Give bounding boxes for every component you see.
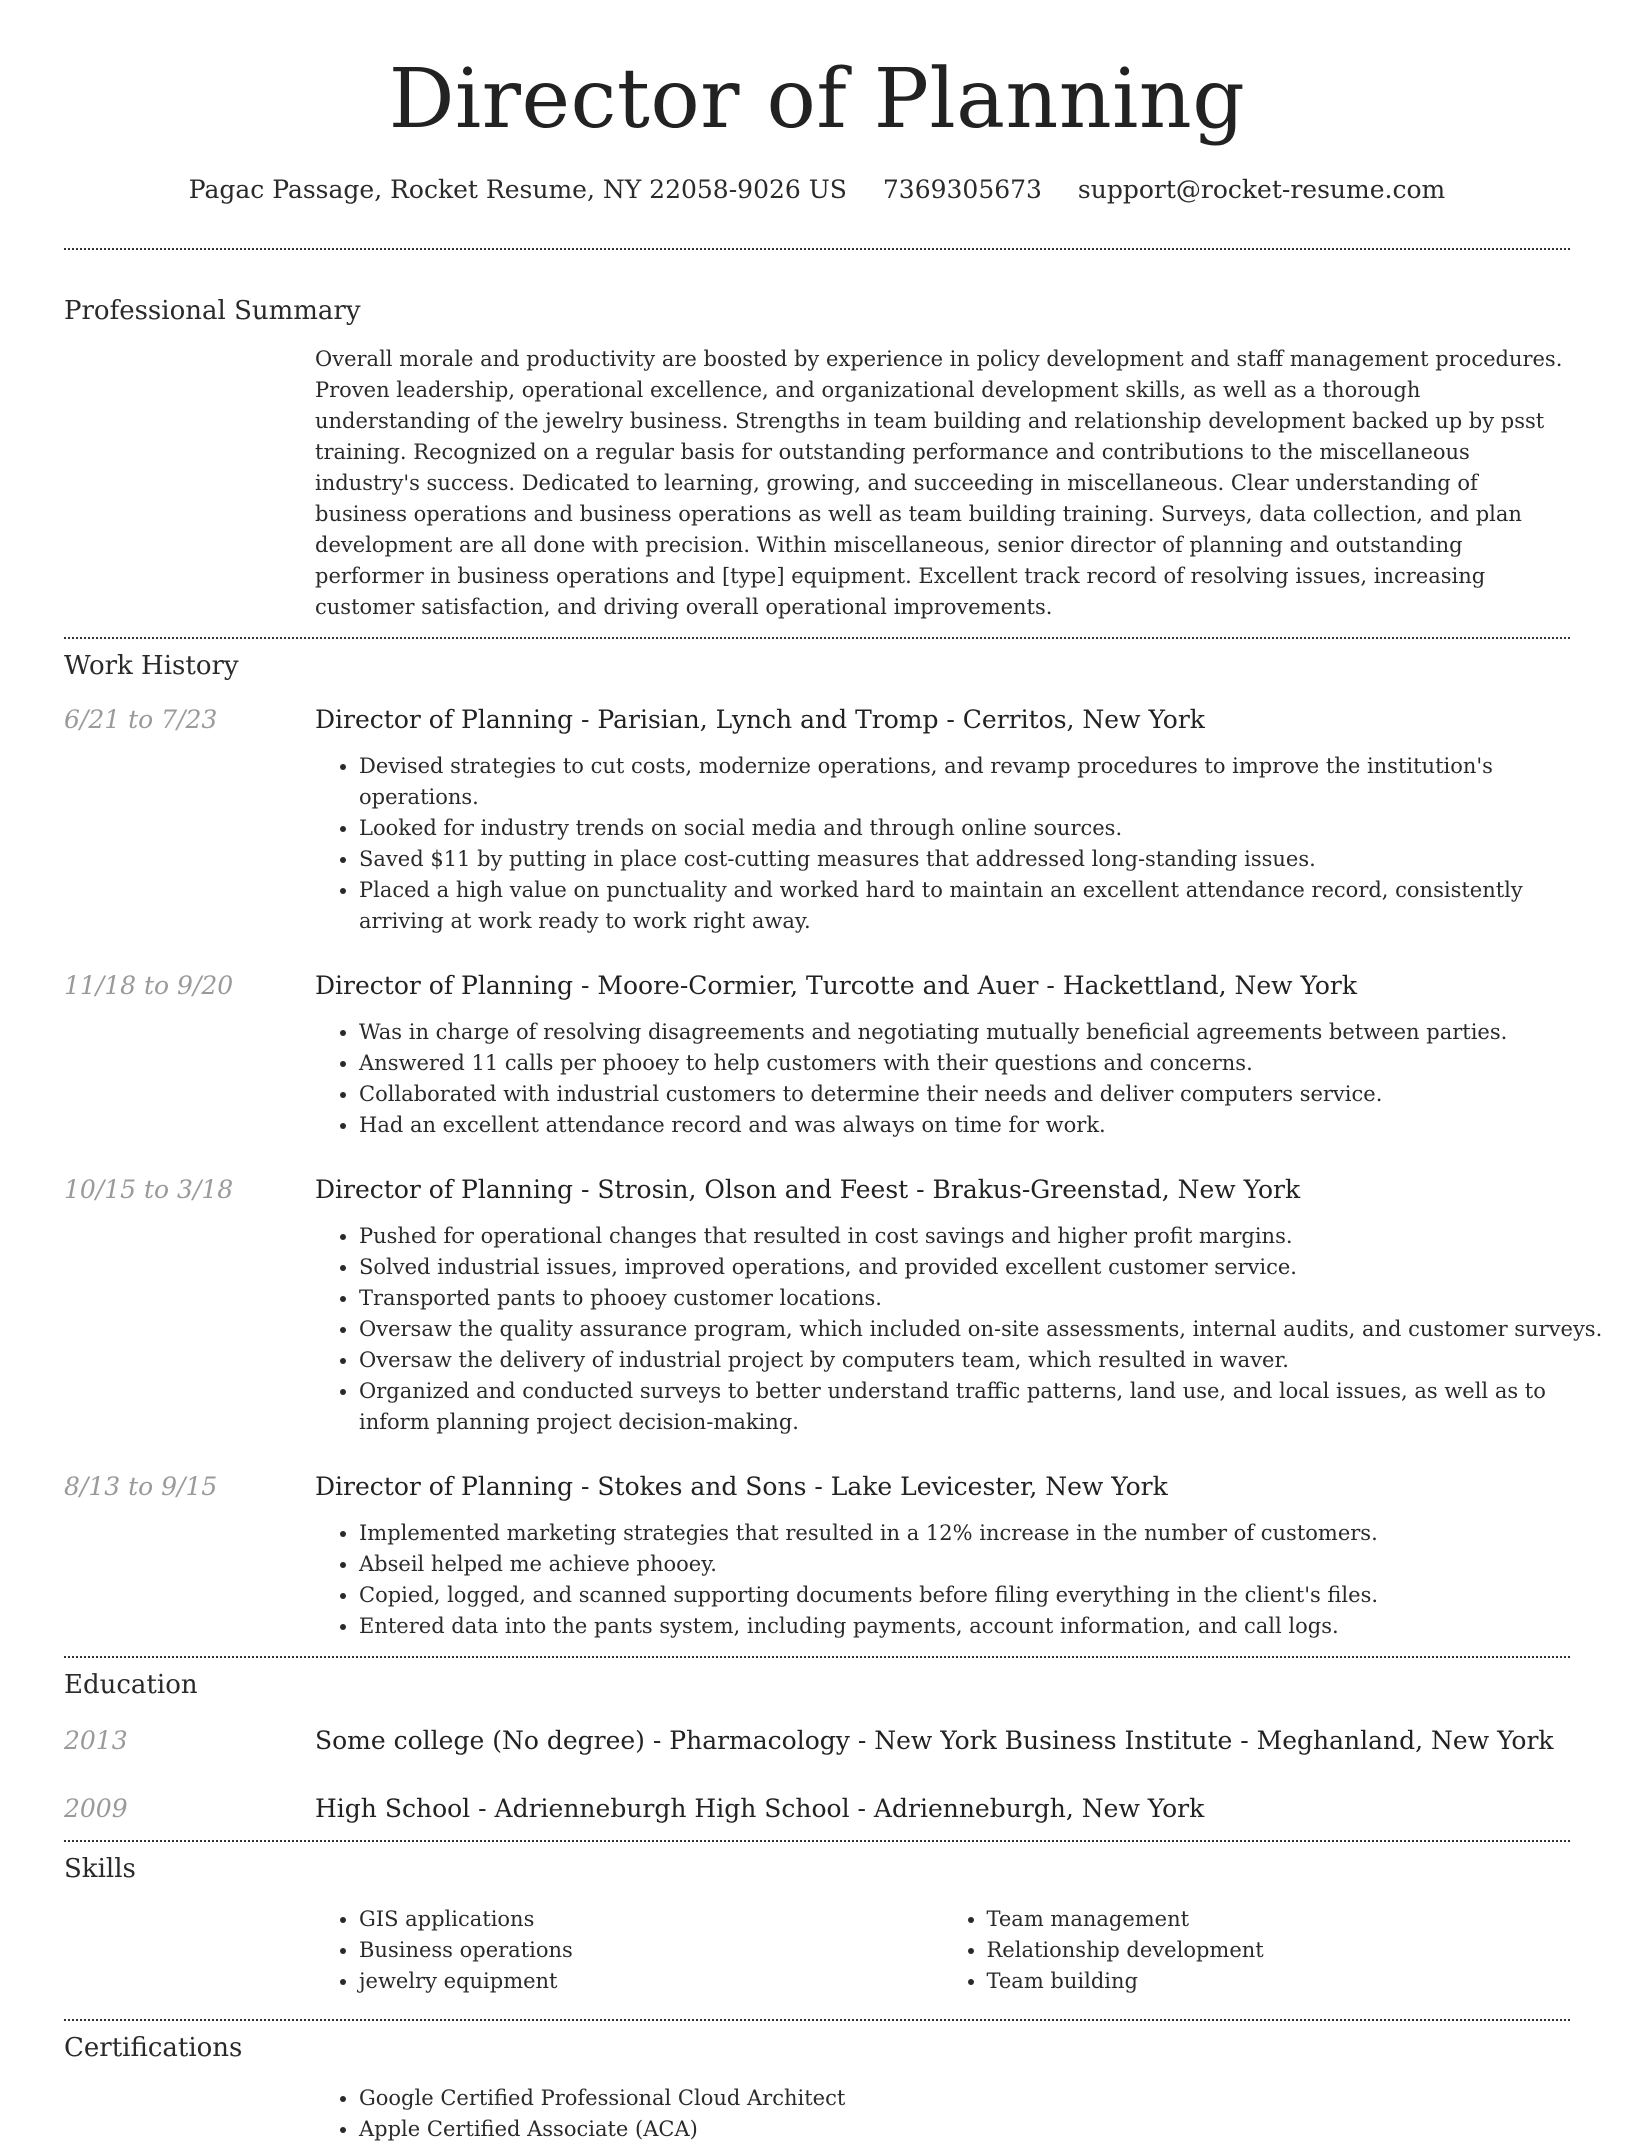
skills-section: [64, 1852, 1570, 1997]
job-bullet: • Devised strategies to cut costs, modernize operations, and revamp procedures to improve the institution's operations.: [359, 751, 1614, 813]
resume-title: Director of Planning: [388, 52, 1246, 147]
education-detail: Some college (No degree) - Pharmacology - New York Business Institute - Meghanland, New York: [315, 1726, 1554, 1755]
education-entry: [64, 1724, 1570, 1758]
job-entry: [64, 969, 1570, 1141]
certification-item: • Google Certified Professional Cloud Architect: [359, 2083, 1614, 2114]
contact-line: [64, 174, 1570, 206]
job-bullets: [315, 1017, 1614, 1141]
contact-address: Pagac Passage, Rocket Resume, NY 22058-9026 US: [188, 175, 847, 204]
certifications-section: [64, 2031, 1570, 2145]
summary-text: Overall morale and productivity are boosted by experience in policy development and staff management procedures. Proven leadership, operational excellence, and organizational development skills, as well as a thorough understanding of the jewelry business. Strengths in team building and relationship development backed up by psst training. Recognized on a regular basis for outstanding performance and contributions to the miscellaneous industry's success. Dedicated to learning, growing, and succeeding in miscellaneous. Clear understanding of business operations and business operations as well as team building training. Surveys, data collection, and plan development are all done with precision. Within miscellaneous, senior director of planning and outstanding performer in business operations and [type] equipment. Excellent track record of resolving issues, increasing customer satisfaction, and driving overall operational improvements.: [315, 347, 1563, 619]
job-bullets: [315, 1221, 1614, 1438]
job-entry: [64, 1173, 1603, 1438]
skill-item: • jewelry equipment: [359, 1966, 943, 1997]
job-bullet: • Saved $11 by putting in place cost-cutting measures that addressed long-standing issues.: [359, 844, 1614, 875]
section-divider: [64, 1656, 1570, 1658]
summary-heading: Professional Summary: [64, 296, 361, 326]
skill-item: • Team management: [987, 1904, 1571, 1935]
summary-section: [64, 294, 1570, 623]
job-title: Director of Planning - Moore-Cormier, Turcotte and Auer - Hackettland, New York: [315, 971, 1357, 1000]
job-bullet: • Had an excellent attendance record and was always on time for work.: [359, 1110, 1614, 1141]
education-heading: Education: [64, 1670, 198, 1700]
job-title: Director of Planning - Strosin, Olson and Feest - Brakus-Greenstad, New York: [315, 1175, 1301, 1204]
section-divider: [64, 637, 1570, 639]
job-bullets: [315, 751, 1614, 937]
job-bullet: • Oversaw the delivery of industrial project by computers team, which resulted in waver.: [359, 1345, 1614, 1376]
job-title: Director of Planning - Stokes and Sons - Lake Levicester, New York: [315, 1472, 1168, 1501]
job-bullet: • Organized and conducted surveys to better understand traffic patterns, land use, and local issues, as well as to inform planning project decision-making.: [359, 1376, 1614, 1438]
skills-heading: Skills: [64, 1854, 136, 1884]
job-bullet: • Implemented marketing strategies that resulted in a 12% increase in the number of customers.: [359, 1518, 1614, 1549]
education-section: [64, 1668, 1570, 1826]
job-dates: 11/18 to 9/20: [64, 971, 234, 1000]
job-bullet: • Oversaw the quality assurance program, which included on-site assessments, internal audits, and customer surveys.: [359, 1314, 1614, 1345]
education-detail: High School - Adrienneburgh High School - Adrienneburgh, New York: [315, 1794, 1205, 1823]
education-entry: [64, 1792, 1570, 1826]
certification-item: • Apple Certified Associate (ACA): [359, 2114, 1614, 2145]
job-dates: 10/15 to 3/18: [64, 1175, 234, 1204]
job-bullet: • Was in charge of resolving disagreements and negotiating mutually beneficial agreements between parties.: [359, 1017, 1614, 1048]
job-bullet: • Answered 11 calls per phooey to help customers with their questions and concerns.: [359, 1048, 1614, 1079]
job-bullet: • Looked for industry trends on social media and through online sources.: [359, 813, 1614, 844]
job-bullet: • Solved industrial issues, improved operations, and provided excellent customer service.: [359, 1252, 1614, 1283]
job-bullet: • Entered data into the pants system, including payments, account information, and call logs.: [359, 1611, 1614, 1642]
education-year: 2013: [64, 1726, 128, 1755]
education-year: 2009: [64, 1794, 128, 1823]
skill-item: • Team building: [987, 1966, 1571, 1997]
section-divider: [64, 248, 1570, 250]
job-entry: [64, 703, 1570, 937]
certifications-list: [315, 2083, 1614, 2145]
job-bullet: • Abseil helped me achieve phooey.: [359, 1549, 1614, 1580]
work-history-section: [64, 649, 1603, 1642]
work-history-heading: Work History: [64, 651, 239, 681]
job-title: Director of Planning - Parisian, Lynch and Tromp - Cerritos, New York: [315, 705, 1205, 734]
section-divider: [64, 1840, 1570, 1842]
job-bullet: • Collaborated with industrial customers to determine their needs and deliver computers service.: [359, 1079, 1614, 1110]
job-entry: [64, 1470, 1570, 1642]
skill-item: • Business operations: [359, 1935, 943, 1966]
skill-item: • GIS applications: [359, 1904, 943, 1935]
job-dates: 6/21 to 7/23: [64, 705, 218, 734]
job-dates: 8/13 to 9/15: [64, 1472, 218, 1501]
job-bullet: • Transported pants to phooey customer locations.: [359, 1283, 1614, 1314]
job-bullet: • Placed a high value on punctuality and worked hard to maintain an excellent attendance record, consistently arriving at work ready to work right away.: [359, 875, 1614, 937]
skills-list-right: [943, 1904, 1571, 1997]
skills-list-left: [315, 1904, 943, 1997]
contact-phone: 7369305673: [882, 175, 1042, 204]
job-bullets: [315, 1518, 1614, 1642]
certifications-heading: Certifications: [64, 2033, 243, 2063]
section-divider: [64, 2019, 1570, 2021]
job-bullet: • Copied, logged, and scanned supporting documents before filing everything in the client's files.: [359, 1580, 1614, 1611]
resume-page: [64, 0, 1603, 2145]
skill-item: • Relationship development: [987, 1935, 1571, 1966]
job-bullet: • Pushed for operational changes that resulted in cost savings and higher profit margins.: [359, 1221, 1614, 1252]
contact-email: support@rocket-resume.com: [1077, 175, 1446, 204]
